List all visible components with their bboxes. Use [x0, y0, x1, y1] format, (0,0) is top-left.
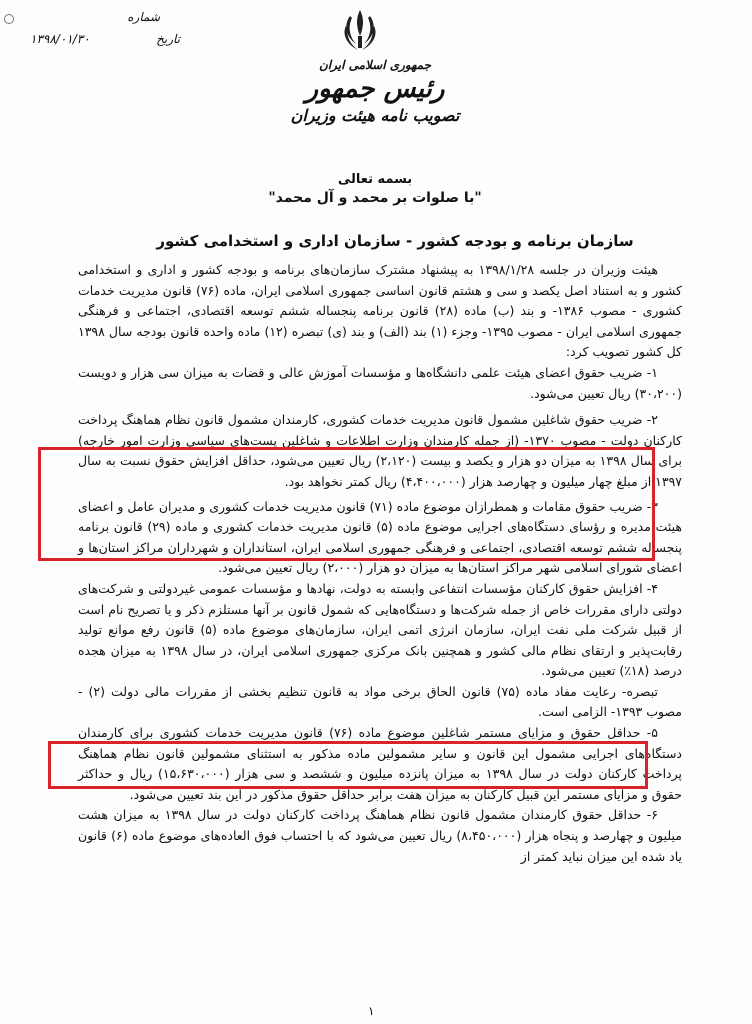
clause-4: ۴- افزایش حقوق کارکنان مؤسسات انتفاعی وابسته به دولت، نهادها و مؤسسات عمومی غیردولتی و شرکت‌های دولتی دارای مقررات خاص از جمله شرکت‌ها و دستگاه‌هایی که شمول قانون بر آنها مستلزم ذکر و یا تصریح نام است از قبیل شرکت ملی نفت ایران، سازمان انرژی اتمی ایران، سازمان‌های موضوع ماده (۵) قانون رفع موانع تولید رقابت‌پذیر و ارتقای نظام مالی کشور و همچنین بانک مرکزی جمهوری اسلامی ایران، در سال ۱۳۹۸ به میزان هجده درصد (۱۸٪) تعیین می‌شود.	[78, 580, 682, 679]
preamble-paragraph: هیئت وزیران در جلسه ۱۳۹۸/۱/۲۸ به پیشنهاد مشترک سازمان‌های برنامه و بودجه کشور و اداری و استخدامی کشور و به استناد اصل یکصد و سی و هشتم قانون اساسی جمهوری اسلامی ایران، ماده (۷۶) قانون مدیریت خدمات کشوری - مصوب ۱۳۸۶- و بند (ب) ماده (۲۸) قانون برنامه پنجساله ششم توسعه اقتصادی، اجتماعی و فرهنگی جمهوری اسلامی ایران - مصوب ۱۳۹۵- وجزء (۱) بند (الف) و بند (ی) تبصره (۱۲) ماده واحده قانون بودجه سال ۱۳۹۸ کل کشور تصویب کرد:	[78, 262, 683, 360]
salawat: "با صلوات بر محمد و آل محمد"	[268, 190, 482, 206]
clause-2: ۲- ضریب حقوق شاغلین مشمول قانون مدیریت خدمات کشوری، کارمندان مشمول قانون نظام هماهنگ پرداخت کارکنان دولت - مصوب ۱۳۷۰- (از جمله کارمندان وزارت اطلاعات و شاغلین پست‌های سیاسی وزارت امور خارجه) برای سال ۱۳۹۸ به میزان دو هزار و یکصد و بیست (۲،۱۲۰) ریال تعیین می‌شود، حداقل افزایش حقوق نسبت به سال ۱۳۹۷ از مبلغ چهار میلیون و چهارصد هزار (۴،۴۰۰،۰۰۰) ریال کمتر نخواهد بود.	[78, 412, 683, 489]
clause-6: ۶- حداقل حقوق کارمندان مشمول قانون نظام هماهنگ پرداخت کارکنان دولت در سال ۱۳۹۸ به میزان هشت میلیون و چهارصد و پنجاه هزار (۸،۴۵۰،۰۰۰) ریال تعیین می‌شود که با احتساب فوق العاده‌های موضوع ماده (۶) قانون یاد شده این میزان نباید کمتر از	[78, 807, 682, 864]
date-row	[30, 32, 180, 46]
iran-emblem-icon	[336, 6, 384, 54]
page-number: ۱	[368, 1004, 375, 1018]
clause-3: ۳- ضریب حقوق مقامات و همطرازان موضوع ماده (۷۱) قانون مدیریت خدمات کشوری و مدیران عامل و اعضای هیئت مدیره و رؤسای دستگاه‌های اجرایی موضوع ماده (۵) قانون مدیریت خدمات کشوری و ماده (۲۹) قانون برنامه پنجساله ششم توسعه اقتصادی، اجتماعی و فرهنگی جمهوری اسلامی ایران، استانداران و شهرداران مراکز استان‌ها و اعضای شورای اسلامی شهر مراکز استان‌ها به میزان دو هزار (۲،۰۰۰) ریال تعیین می‌شود.	[78, 498, 682, 576]
note-paragraph: تبصره- رعایت مفاد ماده (۷۵) قانون الحاق برخی مواد به قانون تنظیم بخشی از مقررات مالی دولت (۲) - مصوب ۱۳۹۳- الزامی است.	[78, 683, 682, 720]
clause-1: ۱- ضریب حقوق اعضای هیئت علمی دانشگاه‌ها و مؤسسات آموزش عالی و قضات به میزان سی هزار و دویست (۳۰،۲۰۰) ریال تعیین می‌شود.	[78, 364, 682, 401]
clause-5: ۵- حداقل حقوق و مزایای مستمر شاغلین موضوع ماده (۷۶) قانون مدیریت خدمات کشوری برای کارمندان دستگاه‌های اجرایی مشمول این قانون و سایر مشمولین ماده مذکور به استثنای مشمولین قانون نظام هماهنگ پرداخت کارکنان دولت در سال ۱۳۹۸ به میزان پانزده میلیون و ششصد و سی هزار (۱۵،۶۳۰،۰۰۰) ریال و حداکثر حقوق و مزایای مستمر این قبیل کارکنان به میزان هفت برابر حداقل حقوق مذکور در این بند تعیین می‌شود.	[78, 725, 682, 802]
hole-punch-mark	[4, 14, 14, 24]
date-value: ۱۳۹۸/۰۱/۳۰	[30, 32, 90, 46]
highlight-box-clause-4	[48, 741, 648, 789]
letter-meta	[30, 10, 180, 54]
letterhead	[260, 58, 490, 125]
basmala: بسمه تعالی	[337, 172, 413, 187]
cabinet-title: تصویب نامه هیئت وزیران	[290, 106, 460, 125]
highlight-box-clause-2	[38, 447, 655, 561]
number-label: شماره	[127, 10, 160, 24]
gov-name: جمهوری اسلامی ایران	[318, 58, 432, 72]
president-title: رئیس جمهور	[305, 74, 445, 104]
date-label: تاریخ	[156, 32, 180, 46]
recipients: سازمان برنامه و بودجه کشور - سازمان اداری و استخدامی کشور	[156, 232, 634, 250]
